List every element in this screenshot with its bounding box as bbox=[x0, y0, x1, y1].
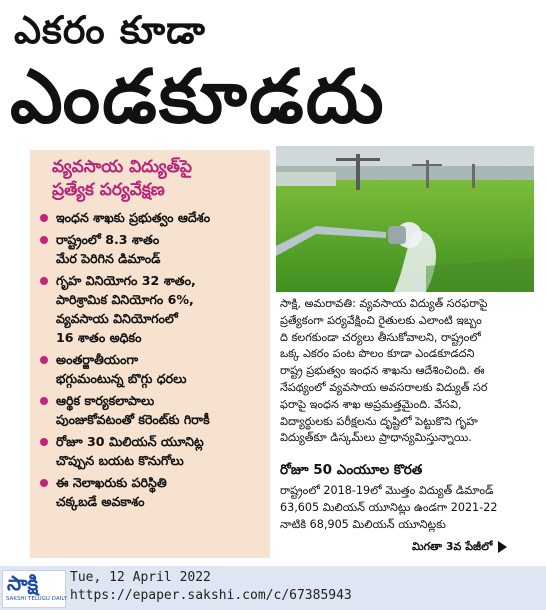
list-item bbox=[36, 391, 266, 429]
highlights-box bbox=[30, 150, 270, 558]
article-line: నాటికి 68,905 మిలియన్‌ యూనిట్లకు bbox=[280, 518, 446, 531]
list-item-line: వ్యవసాయ వినియోగంలో bbox=[56, 311, 178, 326]
article-line: ఫరాపై ఇంధన శాఖ అప్రమత్తమైంది. వేసవి, bbox=[280, 397, 462, 411]
article-line: విద్యుత్‌కూ డిస్కమ్‌లు ప్రాధాన్యమిస్తున్నాయి. bbox=[280, 431, 472, 445]
list-item-line: చొప్పున బయట కొనుగోలు bbox=[56, 453, 184, 468]
article-line: ప్రత్యేకంగా పర్యవేక్షించి రైతులకు ఎలాంటి ఇబ్బం bbox=[280, 313, 482, 327]
list-item-line: అంతర్జాతీయంగా bbox=[56, 352, 139, 367]
list-item bbox=[36, 473, 266, 511]
highlights-title-line: వ్యవసాయ విద్యుత్‌పై bbox=[52, 157, 192, 177]
logo-wordmark: సాక్షి bbox=[7, 571, 39, 595]
edition-date: Tue, 12 April 2022 bbox=[70, 570, 211, 585]
article-body bbox=[280, 296, 534, 447]
list-item-line: రాష్ట్రంలో 8.3 శాతం bbox=[56, 232, 160, 247]
highlights-title bbox=[52, 156, 260, 202]
highlights-list bbox=[30, 208, 270, 511]
list-item-line: ఆర్థిక కార్యకలాపాలు bbox=[56, 393, 155, 408]
epaper-url[interactable]: https://epaper.sakshi.com/c/67385943 bbox=[70, 588, 352, 603]
list-item bbox=[36, 271, 266, 347]
article-line: 63,605 మిలియన్‌ యూనిట్లు ఉండగా 2021-22 bbox=[280, 501, 498, 514]
continued-on-page bbox=[412, 540, 507, 556]
article-line: సాక్షి, అమరావతి: వ్యవసాయ విద్యుత్‌ సరఫరాపై bbox=[280, 297, 488, 310]
list-item-line: గృహ వినియోగం 32 శాతం, bbox=[56, 273, 196, 288]
article-line: విద్యార్థులకు పరీక్షలను దృష్టిలో పెట్టుకొని గృహ bbox=[280, 414, 478, 428]
list-item-line: రోజూ 30 మిలియన్‌ యూనిట్ల bbox=[56, 434, 204, 449]
main-headline: ఎండకూడదు bbox=[10, 54, 386, 140]
list-item-line: మేర పెరిగిన డిమాండ్ bbox=[56, 251, 161, 266]
article-body-continued bbox=[280, 482, 534, 533]
list-item-line: ఇంధన శాఖకు ప్రభుత్వం ఆదేశం bbox=[56, 210, 211, 225]
play-arrow-icon bbox=[498, 541, 507, 553]
list-item bbox=[36, 208, 266, 227]
article-line: రాష్ట్ర ప్రభుత్వం ఇంధన శాఖను ఆదేశించింది. ఈ bbox=[280, 364, 485, 378]
kicker-headline: ఎకరం కూడా bbox=[14, 8, 206, 52]
list-item-line: భగ్గుమంటున్న బొగ్గు ధరలు bbox=[56, 371, 187, 386]
list-item-line: ఈ నెలాఖరుకు పరిస్థితి bbox=[56, 475, 167, 490]
sakshi-logo bbox=[2, 570, 66, 608]
photo-illustration bbox=[276, 146, 534, 292]
list-item-line: 16 శాతం అధికం bbox=[56, 330, 142, 345]
article-line: ది కలగకుండా చర్యలు తీసుకోవాలని, రాష్ట్రంలో bbox=[280, 330, 481, 344]
highlights-title-line: ప్రత్యేక పర్యవేక్షణ bbox=[52, 180, 165, 200]
list-item-line: చక్కబడే అవకాశం bbox=[56, 494, 145, 509]
list-item bbox=[36, 230, 266, 268]
epaper-footer bbox=[0, 566, 546, 610]
article-subheading: రోజూ 50 ఎంయూల కొరత bbox=[280, 462, 423, 478]
list-item bbox=[36, 350, 266, 388]
article-line: రాష్ట్రంలో 2018-19లో మొత్తం విద్యుత్‌ డిమాండ్‌ bbox=[280, 484, 494, 497]
article-line: ఒక్క ఎకరం పంట పొలం కూడా ఎండకూడదని bbox=[280, 347, 475, 361]
list-item-line: పుంజుకోవటంతో కరెంట్‌కు గిరాకీ bbox=[56, 412, 210, 427]
continued-label: మిగతా 3వ పేజీలో bbox=[412, 540, 493, 553]
list-item-line: పారిశ్రామిక వినియోగం 6%, bbox=[56, 292, 194, 307]
article-line: నేపథ్యంలో వ్యవసాయ అవసరాలకు విద్యుత్‌ సర bbox=[280, 380, 488, 394]
list-item bbox=[36, 432, 266, 470]
field-irrigation-photo bbox=[276, 146, 534, 292]
logo-tagline: SAKSHI TELUGU DAILY bbox=[6, 596, 68, 602]
